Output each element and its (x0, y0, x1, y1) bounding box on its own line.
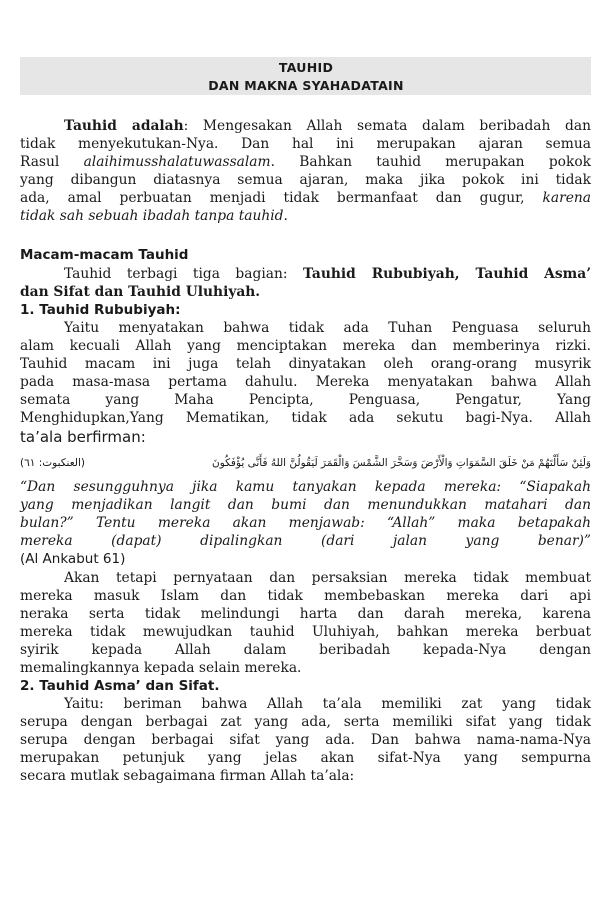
arabic-reference: (العنكبوت: ٦١) (20, 457, 85, 469)
intro-text: Rasul (20, 154, 84, 170)
macam-line-2: dan Sifat dan Tauhid Uluhiyah. (20, 284, 261, 300)
intro-text: . (283, 208, 288, 224)
asma-line: serupa dengan berbagai sifat yang ada. Dan bahwa nama-nama-Nya (20, 732, 591, 748)
asma-line: merupakan petunjuk yang jelas akan sifat-Nya yang sempurna (20, 750, 591, 766)
rububiyah-para2-line: Akan tetapi pernyataan dan persaksian mereka tidak membuat (64, 570, 591, 586)
translation-line: bulan?” Tentu mereka akan menjawab: “Allah” maka betapakah (20, 515, 591, 531)
berfirman-line: ta’ala berfirman: (20, 428, 146, 446)
intro-line-6 (20, 207, 591, 225)
macam-bold: Tauhid Rububiyah, Tauhid Asma’ (302, 266, 591, 282)
rububiyah-line: Menghidupkan,Yang Mematikan, tidak ada sekutu bagi-Nya. Allah (20, 410, 591, 426)
rububiyah-line: semata yang Maha Pencipta, Penguasa, Pengatur, Yang (20, 392, 591, 408)
intro-italic: tidak sah sebuah ibadah tanpa tauhid (20, 208, 284, 224)
rububiyah-line: alam kecuali Allah yang menciptakan mereka dan memberinya rizki. (20, 338, 591, 354)
rububiyah-line: pada masa-masa pertama dahulu. Mereka menyatakan bahwa Allah (20, 374, 591, 390)
macam-text: Tauhid terbagi tiga bagian: (64, 266, 303, 282)
rububiyah-para2-line: neraka serta tidak melindungi harta dan darah mereka, karena (20, 606, 591, 622)
macam-line-1 (20, 265, 591, 283)
intro-italic: alaihimusshalatuwassalam (83, 154, 271, 170)
rububiyah-para2-line: mereka masuk Islam dan tidak membebaskan mereka dari api (20, 588, 591, 604)
asma-line: Yaitu: beriman bahwa Allah ta’ala memiliki zat yang tidak (64, 696, 591, 712)
section-heading-rububiyah: 1. Tauhid Rububiyah: (20, 302, 181, 318)
section-heading-asma: 2. Tauhid Asma’ dan Sifat. (20, 678, 220, 694)
rububiyah-line: Tauhid macam ini juga telah dinyatakan oleh orang-orang musyrik (20, 356, 591, 372)
verse-source: (Al Ankabut 61) (20, 551, 126, 567)
rububiyah-line: Yaitu menyatakan bahwa tidak ada Tuhan Penguasa seluruh (64, 320, 591, 336)
intro-line-1 (20, 117, 591, 135)
intro-text: . Bahkan tauhid merupakan pokok (270, 154, 591, 170)
arabic-verse (20, 452, 591, 474)
intro-text: : Mengesakan Allah semata dalam beribadah dan (183, 118, 591, 134)
translation-line: yang menjadikan langit dan bumi dan menundukkan matahari dan (20, 497, 591, 513)
rububiyah-para2-line: memalingkannya kepada selain mereka. (20, 660, 302, 676)
asma-line: serupa dengan berbagai zat yang ada, serta memiliki sifat yang tidak (20, 714, 591, 730)
intro-term: Tauhid adalah (64, 118, 184, 134)
intro-line-2: tidak menyekutukan-Nya. Dan hal ini merupakan ajaran semua (20, 136, 591, 152)
intro-text: ada, amal perbuatan menjadi tidak bermanfaat dan gugur, (20, 190, 543, 206)
section-heading-macam: Macam-macam Tauhid (20, 247, 189, 263)
intro-line-3 (20, 153, 591, 171)
intro-line-4: yang dibangun diatasnya semua ajaran, maka jika pokok ini tidak (20, 172, 591, 188)
translation-line: “Dan sesungguhnya jika kamu tanyakan kepada mereka: “Siapakah (20, 479, 591, 495)
rububiyah-para2-line: syirik kepada Allah dalam beribadah kepada-Nya dengan (20, 642, 591, 658)
page-subtitle: DAN MAKNA SYAHADATAIN (208, 78, 404, 93)
intro-line-5 (20, 189, 591, 207)
asma-line: secara mutlak sebagaimana firman Allah ta’ala: (20, 768, 355, 784)
page-title: TAUHID (278, 60, 334, 75)
intro-italic: karena (542, 190, 591, 206)
translation-line: mereka (dapat) dipalingkan (dari jalan yang benar)” (20, 533, 591, 549)
rububiyah-para2-line: mereka tidak mewujudkan tauhid Uluhiyah, bahkan mereka berbuat (20, 624, 591, 640)
arabic-verse-text: وَلَئِنْ سَأَلْتَهُمْ مَنْ خَلَقَ السَّمَوَاتِ وَالْأَرْضَ وَسَخَّرَ الشَّمْسَ وَالْقَمَرَ لَيَقُولُنَّ اللهُ فَأَنَّى يُؤْفَكُونَ (212, 457, 591, 469)
